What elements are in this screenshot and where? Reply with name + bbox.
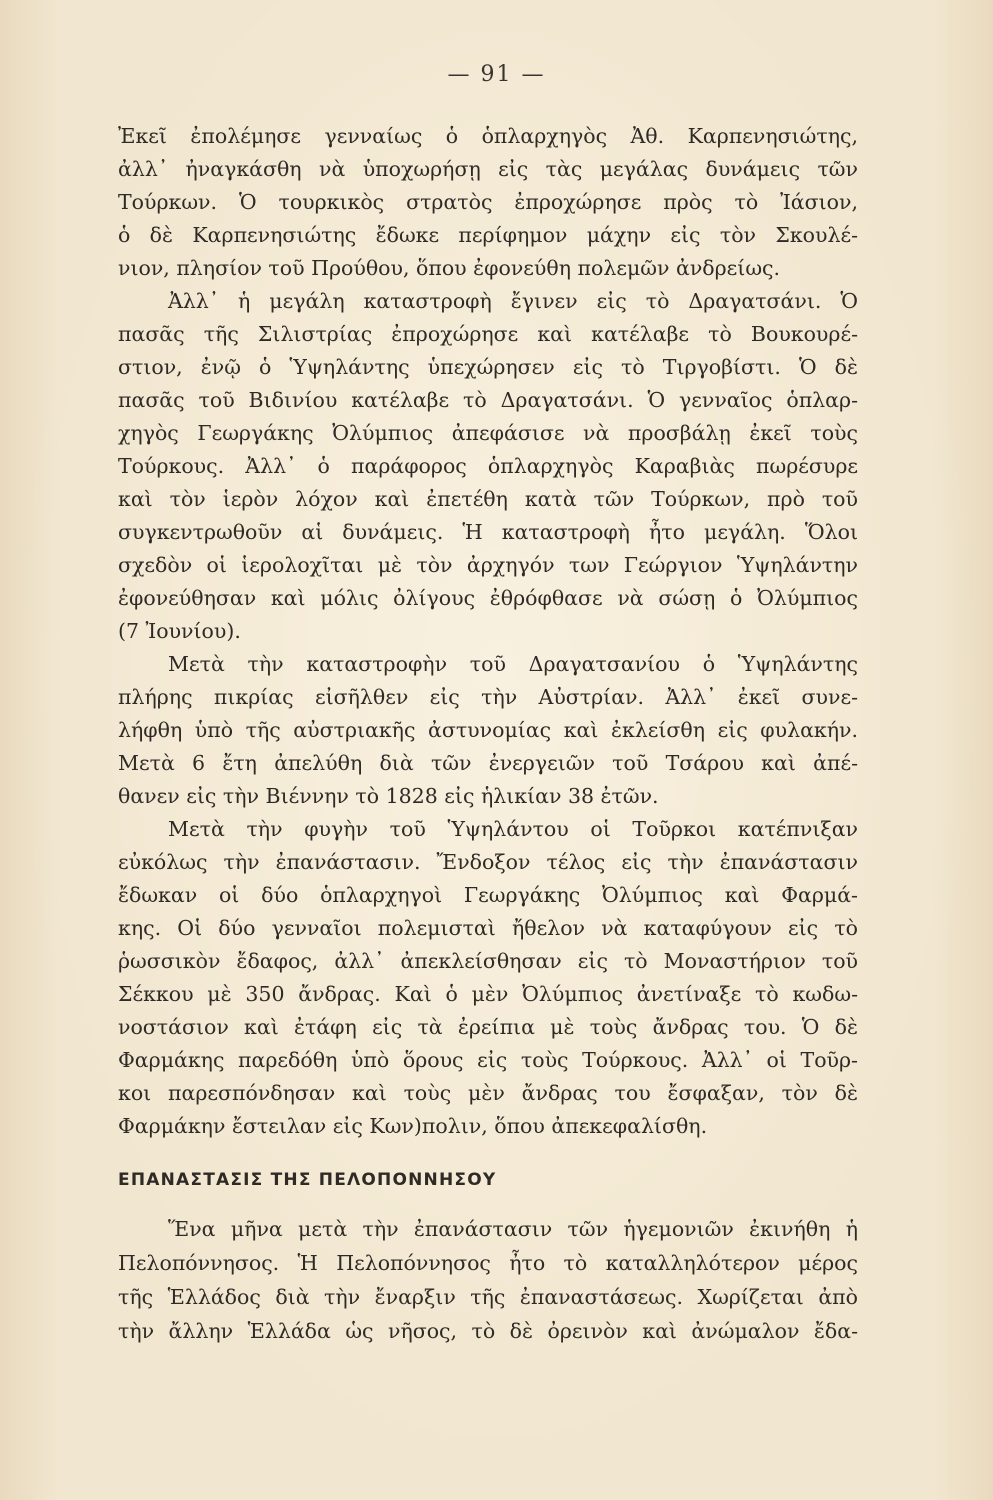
text-line: χηγὸς Γεωργάκης Ὀλύμπιος ἀπεφάσισε νὰ προσβάλῃ ἐκεῖ τοὺς [118,421,858,445]
section-1-text [118,120,858,1143]
text-line: ῥωσσικὸν ἔδαφος, ἀλλ᾽ ἀπεκλείσθησαν εἰς τὸ Μοναστήριον τοῦ [118,949,858,973]
text-line: νιον, πλησίον τοῦ Προύθου, ὅπου ἐφονεύθη πολεμῶν ἀνδρείως. [118,256,781,280]
text-line: Μετὰ τὴν καταστροφὴν τοῦ Δραγατσανίου ὁ Ὑψηλάντης [168,652,858,676]
text-line: ἐφονεύθησαν καὶ μόλις ὀλίγους ἐθρόφθασε νὰ σώσῃ ὁ Ὀλύμπιος [118,586,858,610]
text-line: Ἀλλ᾽ ἡ μεγάλη καταστροφὴ ἔγινεν εἰς τὸ Δραγατσάνι. Ὁ [168,289,858,313]
text-line: Σέκκου μὲ 350 ἄνδρας. Καὶ ὁ μὲν Ὀλύμπιος ἀνετίναξε τὸ κωδω- [118,982,858,1006]
text-line: ἔδωκαν οἱ δύο ὁπλαρχηγοὶ Γεωργάκης Ὀλύμπιος καὶ Φαρμά- [118,883,858,907]
text-line: Ἕνα μῆνα μετὰ τὴν ἐπανάστασιν τῶν ἡγεμονιῶν ἐκινήθη ἡ [168,1217,858,1241]
text-line: εὐκόλως τὴν ἐπανάστασιν. Ἔνδοξον τέλος εἰς τὴν ἐπανάστασιν [118,850,858,874]
text-line: Πελοπόννησος. Ἡ Πελοπόννησος ἦτο τὸ καταλληλότερον μέρος [118,1251,858,1275]
text-line: ἀλλ᾽ ἠναγκάσθη νὰ ὑποχωρήσῃ εἰς τὰς μεγάλας δυνάμεις τῶν [118,157,858,181]
text-line: Φαρμάκην ἔστειλαν εἰς Κων)πολιν, ὅπου ἀπεκεφαλίσθη. [118,1114,708,1138]
text-line: ὁ δὲ Καρπενησιώτης ἔδωκε περίφημον μάχην εἰς τὸν Σκουλέ- [118,223,858,247]
text-line: πασᾶς τοῦ Βιδινίου κατέλαβε τὸ Δραγατσάνι. Ὁ γενναῖος ὁπλαρ- [118,388,858,412]
text-line: Μετὰ τὴν φυγὴν τοῦ Ὑψηλάντου οἱ Τοῦρκοι κατέπνιξαν [168,817,858,841]
text-line: καὶ τὸν ἱερὸν λόχον καὶ ἐπετέθη κατὰ τῶν Τούρκων, πρὸ τοῦ [118,487,858,511]
text-line: τὴν ἄλλην Ἑλλάδα ὡς νῆσος, τὸ δὲ ὀρεινὸν καὶ ἀνώμαλον ἔδα- [118,1319,858,1343]
text-line: πασᾶς τῆς Σιλιστρίας ἐπροχώρησε καὶ κατέλαβε τὸ Βουκουρέ- [118,322,858,346]
section-heading: ΕΠΑΝΑΣΤΑΣΙΣ ΤΗΣ ΠΕΛΟΠΟΝΝΗΣΟΥ [118,1170,497,1190]
text-line: λήφθη ὑπὸ τῆς αὐστριακῆς ἀστυνομίας καὶ ἐκλείσθη εἰς φυλακήν. [118,718,858,742]
text-line: Φαρμάκης παρεδόθη ὑπὸ ὅρους εἰς τοὺς Τούρκους. Ἀλλ᾽ οἱ Τοῦρ- [118,1048,858,1072]
section-2-text [118,1212,858,1348]
text-line: πλήρης πικρίας εἰσῆλθεν εἰς τὴν Αὐστρίαν. Ἀλλ᾽ ἐκεῖ συνε- [118,685,858,709]
text-line: συγκεντρωθοῦν αἱ δυνάμεις. Ἡ καταστροφὴ ἦτο μεγάλη. Ὅλοι [118,520,858,544]
text-line: κοι παρεσπόνδησαν καὶ τοὺς μὲν ἄνδρας του ἔσφαξαν, τὸν δὲ [118,1081,858,1105]
text-line: Ἐκεῖ ἐπολέμησε γενναίως ὁ ὁπλαρχηγὸς Ἀθ. Καρπενησιώτης, [118,124,858,148]
text-line: Τούρκων. Ὁ τουρκικὸς στρατὸς ἐπροχώρησε πρὸς τὸ Ἰάσιον, [118,190,858,214]
text-line: σχεδὸν οἱ ἱερολοχῖται μὲ τὸν ἀρχηγόν των Γεώργιον Ὑψηλάντην [118,553,858,577]
page-number: — 91 — [447,62,546,87]
text-line: Τούρκους. Ἀλλ᾽ ὁ παράφορος ὁπλαρχηγὸς Καραβιὰς πωρέσυρε [118,454,858,478]
text-line: νοστάσιον καὶ ἐτάφη εἰς τὰ ἐρείπια μὲ τοὺς ἄνδρας του. Ὁ δὲ [118,1015,858,1039]
text-line: στιον, ἐνῷ ὁ Ὑψηλάντης ὑπεχώρησεν εἰς τὸ Τιργοβίστι. Ὁ δὲ [118,355,858,379]
text-line: Μετὰ 6 ἔτη ἀπελύθη διὰ τῶν ἐνεργειῶν τοῦ Τσάρου καὶ ἀπέ- [118,751,858,775]
text-line: (7 Ἰουνίου). [118,619,241,643]
text-line: θανεν εἰς τὴν Βιέννην τὸ 1828 εἰς ἡλικίαν 38 ἐτῶν. [118,784,659,808]
text-line: τῆς Ἑλλάδος διὰ τὴν ἔναρξιν τῆς ἐπαναστάσεως. Χωρίζεται ἀπὸ [118,1285,858,1309]
text-line: κης. Οἱ δύο γενναῖοι πολεμισταὶ ἤθελον νὰ καταφύγουν εἰς τὸ [118,916,858,940]
